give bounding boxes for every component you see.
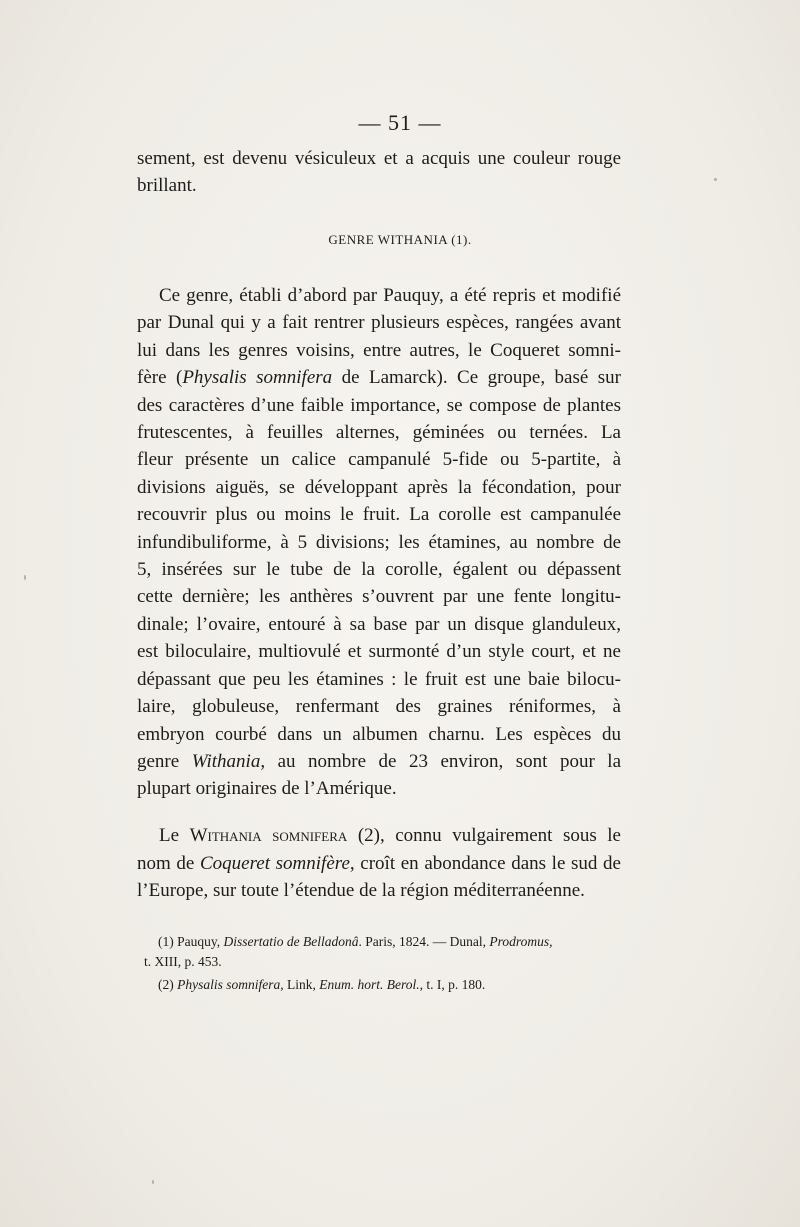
text-run: , t. I, p. 180. <box>419 977 486 992</box>
section-title: GENRE WITHANIA (1). <box>328 232 472 247</box>
footnote-line: t. XIII, p. 453. <box>144 954 222 969</box>
text-line: infundibuliforme, à 5 divisions; les étamines, au nombre de <box>137 531 621 553</box>
text-line: l’Europe, sur toute l’étendue de la région méditerranéenne. <box>137 880 585 901</box>
small-caps-species-name: Withania somnifera <box>189 825 348 846</box>
text-line <box>137 748 621 775</box>
text-line <box>137 822 621 850</box>
text-run: genre <box>137 750 192 772</box>
text-run: , croît en abondance dans le sud de <box>349 852 621 874</box>
paper-speck <box>24 575 26 580</box>
text-line: cette dernière; les anthères s’ouvrent par une fente longitu- <box>137 586 621 608</box>
italic-title: Dissertatio de Belladonâ <box>223 934 359 949</box>
text-line: sement, est devenu vésiculeux et a acquis une couleur rouge <box>137 148 621 169</box>
text-run: . Paris, 1824. — Dunal, <box>358 934 490 949</box>
page-number: — 51 — <box>358 110 442 135</box>
footnote-line <box>144 975 624 995</box>
text-line: dépassant que peu les étamines : le fruit est une baie bilocu- <box>137 668 621 690</box>
text-line: brillant. <box>137 175 197 196</box>
text-run: (2), connu vulgairement sous le <box>347 825 621 846</box>
text-run: Le <box>159 825 190 846</box>
italic-common-name: Coqueret somnifère <box>200 852 350 874</box>
text-line: lui dans les genres voisins, entre autres, le Coqueret somni- <box>137 339 621 361</box>
text-line: laire, globuleuse, renfermant des graines réniformes, à <box>137 696 621 718</box>
text-line: embryon courbé dans un albumen charnu. Les espèces du <box>137 723 621 745</box>
text-line: par Dunal qui y a fait rentrer plusieurs espèces, rangées avant <box>137 312 621 334</box>
paragraph-withania-somnifera <box>137 822 621 905</box>
italic-species-name: Physalis somnifera <box>182 367 333 389</box>
continuation-paragraph <box>137 145 621 199</box>
paragraph-genre-description <box>137 282 621 803</box>
text-line: divisions aiguës, se développant après la fécondation, pour <box>137 476 621 498</box>
italic-species-name: Physalis somnifera <box>177 977 281 992</box>
text-line: Ce genre, établi d’abord par Pauquy, a été repris et modifié <box>159 285 621 306</box>
footnote-2 <box>144 975 624 995</box>
text-line: 5, insérées sur le tube de la corolle, égalent ou dépassent <box>137 559 621 581</box>
text-run: fère ( <box>137 367 183 389</box>
text-run: , Link, <box>280 977 320 992</box>
text-line <box>137 364 621 391</box>
italic-genus-name: Withania <box>191 750 261 772</box>
text-line: fleur présente un calice campanulé 5-fide ou 5-partite, à <box>137 449 621 471</box>
paper-speck <box>152 1180 154 1184</box>
italic-title: Prodromus, <box>489 934 553 949</box>
text-run: nom de <box>137 852 200 874</box>
text-line: frutescentes, à feuilles alternes, géminées ou ternées. La <box>137 422 621 444</box>
paper-speck <box>714 178 717 181</box>
footnote-line <box>144 932 624 952</box>
text-run: , au nombre de 23 environ, sont pour la <box>260 750 621 772</box>
text-line: est biloculaire, multiovulé et surmonté d’un style court, et ne <box>137 641 621 663</box>
text-line: dinale; l’ovaire, entouré à sa base par un disque glanduleux, <box>137 613 621 635</box>
footnotes <box>144 932 624 998</box>
text-run: de Lamarck). Ce groupe, basé sur <box>332 367 621 389</box>
text-line <box>137 850 621 878</box>
text-run: (1) Pauquy, <box>158 934 224 949</box>
italic-title: Enum. hort. Berol. <box>319 977 420 992</box>
text-line: plupart originaires de l’Amérique. <box>137 778 397 800</box>
text-run: (2) <box>158 977 178 992</box>
text-line: recouvrir plus ou moins le fruit. La corolle est campanulée <box>137 504 621 526</box>
text-line: des caractères d’une faible importance, se compose de plantes <box>137 394 621 416</box>
footnote-1 <box>144 932 624 972</box>
